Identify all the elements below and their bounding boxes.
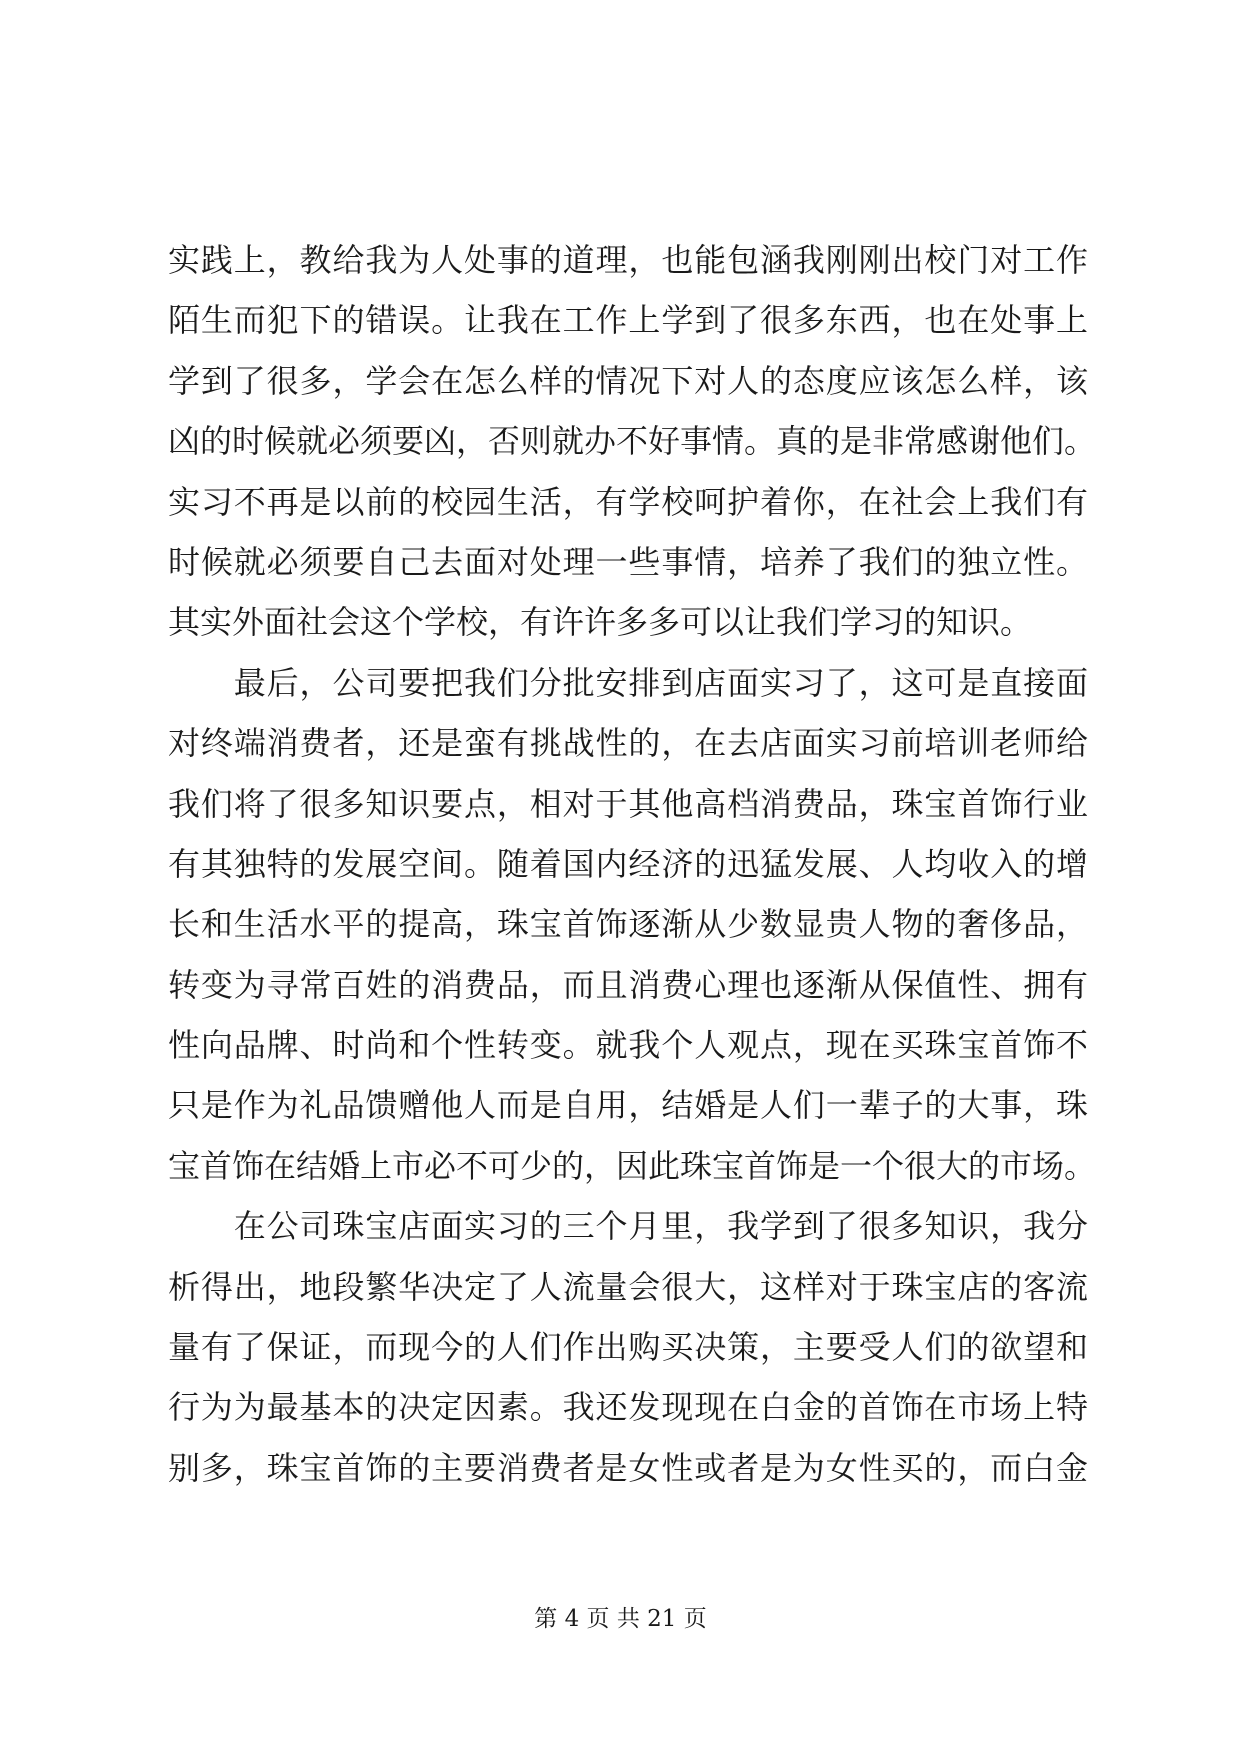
text-line: 实习不再是以前的校园生活，有学校呵护着你，在社会上我们有 xyxy=(168,482,1088,521)
text-line: 量有了保证，而现今的人们作出购买决策，主要受人们的欲望和 xyxy=(168,1328,1088,1367)
text-line: 有其独特的发展空间。随着国内经济的迅猛发展、人均收入的增 xyxy=(168,844,1088,883)
text-line: 对终端消费者，还是蛮有挑战性的，在去店面实习前培训老师给 xyxy=(168,724,1088,763)
text-line: 转变为寻常百姓的消费品，而且消费心理也逐渐从保值性、拥有 xyxy=(168,965,1088,1004)
text-line: 别多，珠宝首饰的主要消费者是女性或者是为女性买的，而白金 xyxy=(168,1448,1088,1487)
text-line: 在公司珠宝店面实习的三个月里，我学到了很多知识，我分 xyxy=(168,1207,1088,1246)
page-footer: 第 4 页 共 21 页 xyxy=(534,1606,707,1632)
text-line: 宝首饰在结婚上市必不可少的，因此珠宝首饰是一个很大的市场。 xyxy=(168,1146,1097,1185)
text-line: 实践上，教给我为人处事的道理，也能包涵我刚刚出校门对工作 xyxy=(168,241,1088,279)
text-line: 其实外面社会这个学校，有许许多多可以让我们学习的知识。 xyxy=(168,603,1033,642)
text-line: 时候就必须要自己去面对处理一些事情，培养了我们的独立性。 xyxy=(168,542,1088,581)
text-line: 长和生活水平的提高，珠宝首饰逐渐从少数显贵人物的奢侈品， xyxy=(168,905,1088,944)
text-line: 凶的时候就必须要凶，否则就办不好事情。真的是非常感谢他们。 xyxy=(168,422,1097,461)
text-line: 陌生而犯下的错误。让我在工作上学到了很多东西，也在处事上 xyxy=(168,301,1088,340)
text-line: 行为为最基本的决定因素。我还发现现在白金的首饰在市场上特 xyxy=(168,1388,1088,1427)
text-line: 只是作为礼品馈赠他人而是自用，结婚是人们一辈子的大事，珠 xyxy=(168,1086,1088,1125)
text-line: 学到了很多，学会在怎么样的情况下对人的态度应该怎么样，该 xyxy=(168,361,1088,400)
text-line: 最后，公司要把我们分批安排到店面实习了，这可是直接面 xyxy=(168,663,1088,702)
text-line: 我们将了很多知识要点，相对于其他高档消费品，珠宝首饰行业 xyxy=(168,784,1088,823)
text-line: 性向品牌、时尚和个性转变。就我个人观点，现在买珠宝首饰不 xyxy=(168,1026,1088,1065)
body-text xyxy=(168,230,1097,1498)
text-line: 析得出，地段繁华决定了人流量会很大，这样对于珠宝店的客流 xyxy=(168,1267,1088,1306)
